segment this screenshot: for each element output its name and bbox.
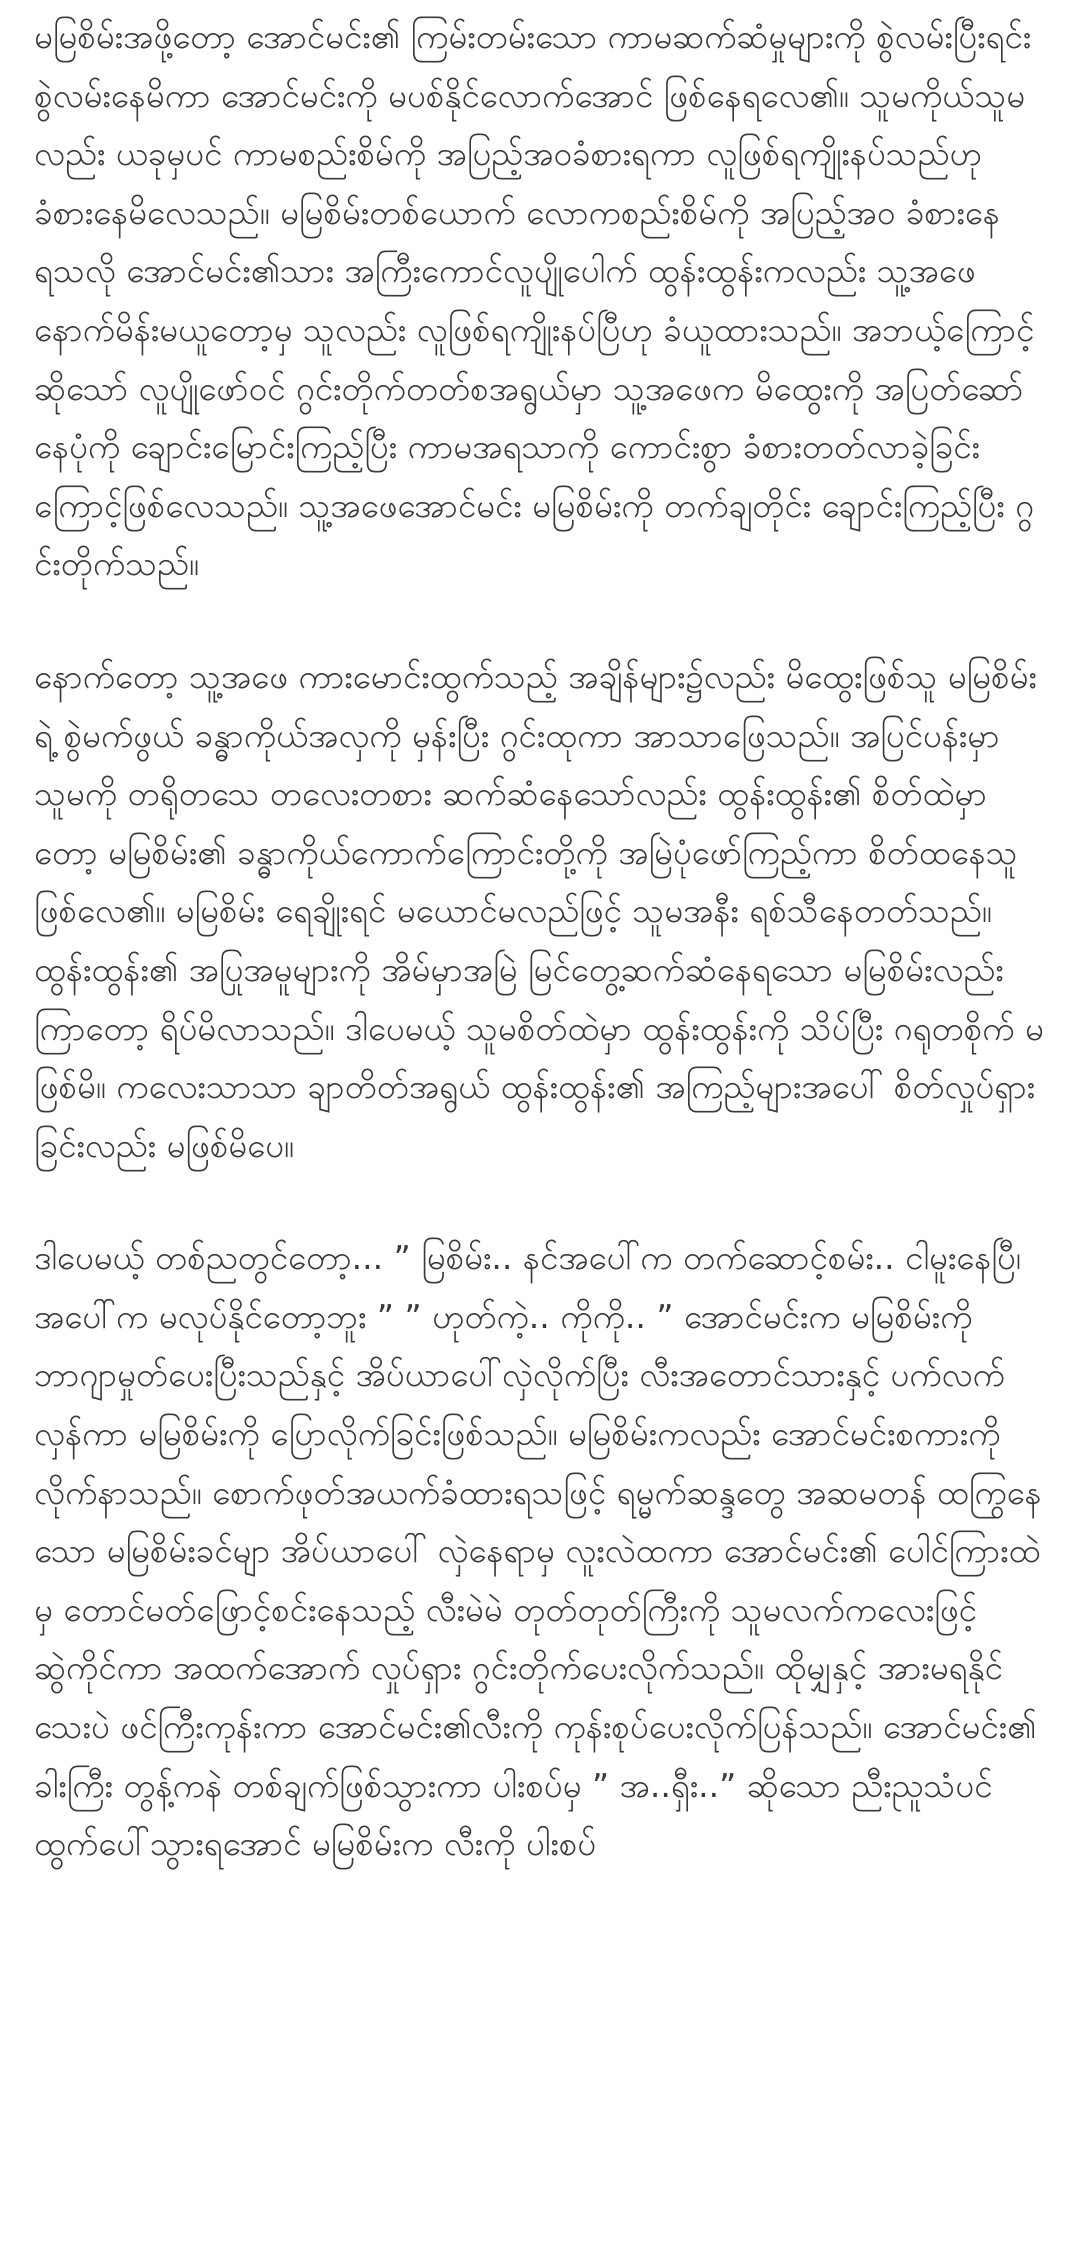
- paragraph-3: ဒါပေမယ့် တစ်ညတွင်တော့... ” မြစိမ်း.. နင်အပေါ်က တက်ဆောင့်စမ်း.. ငါမူးနေပြီ၊ အပေါ်က မလုပ်နိုင်တော့ဘူး ” ” ဟုတ်ကဲ့.. ကိုကို.. ” အောင်မင်းက မမြစိမ်းကို ဘာဂျာမှုတ်ပေးပြီးသည်နှင့် အိပ်ယာပေါ်လှဲလိုက်ပြီး လီးအတောင်သားနှင့် ပက်လက်လှန်ကာ မမြစိမ်းကို ပြောလိုက်ခြင်းဖြစ်သည်။ မမြစိမ်းကလည်း အောင်မင်းစကားကို လိုက်နာသည်။ စောက်ဖုတ်အယက်ခံထားရသဖြင့် ရမ္မက်ဆန္ဒတွေ အဆမတန် ထကြွနေသော မမြစိမ်းခင်မျာ အိပ်ယာပေါ် လှဲနေရာမှ လူးလဲထကာ အောင်မင်း၏ ပေါင်ကြားထဲမှ တောင်မတ်ဖြောင့်စင်းနေသည့် လီးမဲမဲ တုတ်တုတ်ကြီးကို သူမလက်ကလေးဖြင့် ဆွဲကိုင်ကာ အထက်အောက် လှုပ်ရှား ဂွင်းတိုက်ပေးလိုက်သည်။ ထိုမျှနှင့် အားမရနိုင်သေးပဲ ဖင်ကြီးကုန်းကာ အောင်မင်း၏လီးကို ကုန်းစုပ်ပေးလိုက်ပြန်သည်။ အောင်မင်း၏ ခါးကြီး တွန့်ကနဲ တစ်ချက်ဖြစ်သွားကာ ပါးစပ်မှ ” အ..ရှီး..” ဆိုသော ညီးညူသံပင် ထွက်ပေါ်သွားရအောင် မမြစိမ်းက လီးကို ပါးစပ်: [34, 1238, 1042, 1864]
- story-text: [34, 8, 1046, 1874]
- paragraph-1: မမြစိမ်းအဖို့တော့ အောင်မင်း၏ ကြမ်းတမ်းသော ကာမဆက်ဆံမှုများကို စွဲလမ်းပြီးရင်း စွဲလမ်းနေမိကာ အောင်မင်းကို မပစ်နိုင်လောက်အောင် ဖြစ်နေရလေ၏။ သူမကိုယ်သူမလည်း ယခုမှပင် ကာမစည်းစိမ်ကို အပြည့်အဝခံစားရကာ လူဖြစ်ရကျိုးနပ်သည်ဟု ခံစားနေမိလေသည်။ မမြစိမ်းတစ်ယောက် လောကစည်းစိမ်ကို အပြည့်အဝ ခံစားနေရသလို အောင်မင်း၏သား အကြီးကောင်လူပျိုပေါက် ထွန်းထွန်းကလည်း သူ့အဖေနောက်မိန်းမယူတော့မှ သူလည်း လူဖြစ်ရကျိုးနပ်ပြီဟု ခံယူထားသည်။ အဘယ့်ကြောင့်ဆိုသော် လူပျိုဖော်ဝင် ဂွင်းတိုက်တတ်စအရွယ်မှာ သူ့အဖေက မိထွေးကို အပြတ်ဆော်နေပုံကို ချောင်းမြောင်းကြည့်ပြီး ကာမအရသာကို ကောင်းစွာ ခံစားတတ်လာခဲ့ခြင်းကြောင့်ဖြစ်လေသည်။ သူ့အဖေအောင်မင်း မမြစိမ်းကို တက်ချတိုင်း ချောင်းကြည့်ပြီး ဂွင်းတိုက်သည်။: [34, 17, 1035, 584]
- paragraph-2: နောက်တော့ သူ့အဖေ ကားမောင်းထွက်သည့် အချိန်များ၌လည်း မိထွေးဖြစ်သူ မမြစိမ်းရဲ့ စွဲမက်ဖွယ် ခန္ဓာကိုယ်အလှကို မှန်းပြီး ဂွင်းထုကာ အာသာဖြေသည်။ အပြင်ပန်းမှာ သူမကို တရိုတသေ တလေးတစား ဆက်ဆံနေသော်လည်း ထွန်းထွန်း၏ စိတ်ထဲမှာတော့ မမြစိမ်း၏ ခန္ဓာကိုယ်ကောက်ကြောင်းတို့ကို အမြဲပုံဖော်ကြည့်ကာ စိတ်ထနေသူဖြစ်လေ၏။ မမြစိမ်း ရေချိုးရင် မယောင်မလည်ဖြင့် သူမအနီး ရစ်သီနေတတ်သည်။ ထွန်းထွန်း၏ အပြုအမူများကို အိမ်မှာအမြဲ မြင်တွေ့ဆက်ဆံနေရသော မမြစိမ်းလည်း ကြာတော့ ရိပ်မိလာသည်။ ဒါပေမယ့် သူမစိတ်ထဲမှာ ထွန်းထွန်းကို သိပ်ပြီး ဂရုတစိုက် မဖြစ်မိ။ ကလေးသာသာ ချာတိတ်အရွယ် ထွန်းထွန်း၏ အကြည့်များအပေါ် စိတ်လှုပ်ရှားခြင်းလည်း မဖြစ်မိပေ။: [34, 656, 1044, 1165]
